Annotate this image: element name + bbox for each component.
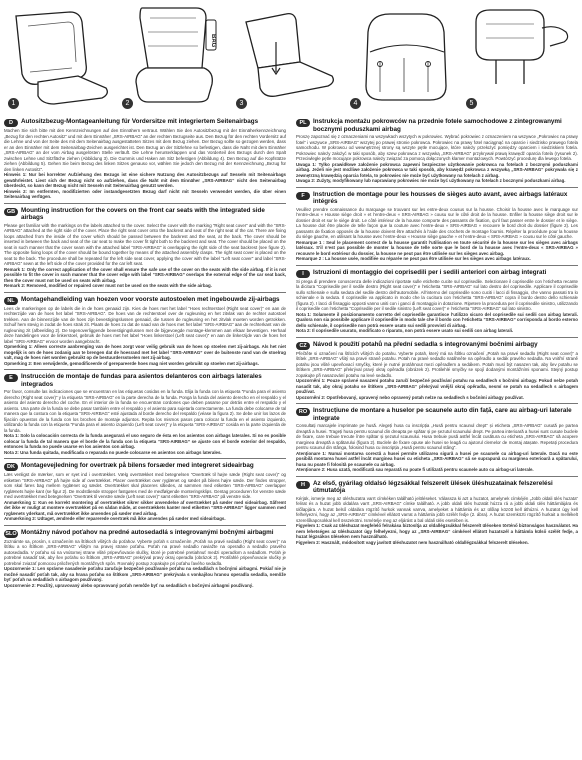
seat-airbag-illustration bbox=[122, 2, 230, 110]
language-badge: CZ bbox=[296, 342, 310, 350]
divider bbox=[296, 476, 578, 477]
section-body: Kérjük, ismerje meg az üléshuzatra varrt címkéken található jelöléseket. Válassza ki azt a huzatot, amelynek címkéjén „Jobb oldali ülés huzata“ felirat és a huzat jobb oldalára varrt „SRS-AIRBAG“ címke található. A jobb oldali ülés huzatát húzza rá a jobb oldali ülés háttámlájára és ülőlapjára. A huzat belső oldalára rögzítő hurkok vannak varrva, amelyeket a háttámla és az ülőlap között kell áthúzni. A huzatot úgy kell felhelyezni, hogy az „SRS-AIRBAG“ címkével ellátott varrat a háttámla jobb szélét fedje (2. ábra). A huzat szemközti rögzítő hurkait a mellékelt szerelőkapcsokkal kell összekötni. Ismételje meg az eljárást a bal oldali ülés esetében is. bbox=[296, 495, 578, 523]
section-de bbox=[4, 118, 286, 200]
section-pl bbox=[296, 118, 578, 184]
section-dk bbox=[4, 462, 286, 522]
figure-4 bbox=[350, 2, 458, 110]
section-gb bbox=[4, 207, 286, 289]
note-1: Nota 1: Solo la colocación correcta de la funda asegurará el uso seguro de ésta en los asientos con airbags laterales. Si no es posible colocar la funda de tal manera que el borde de la funda con la etiqueta “SRS-AIRBAG” se ajuste con el borde exterior del respaldo, entonces la funda no puede usarse en los asientos con airbag. bbox=[4, 433, 286, 449]
figure-number: 1 bbox=[8, 98, 19, 109]
note-1: Opmerking 1: Alleen correcte aanbrenging van de hoes zorgt voor veilig gebruik van de hoes op stoelen met zij-airbags. Als het niet mogelijk is om de hoes zodanig aan te brengen dat de hoesrand met het label “SRS-AIRBAG” over de buitenste rand van de stoelrug valt, mag de hoes niet worden gebruikt op de bestuurdersstoelen met zij-airbag. bbox=[4, 344, 286, 360]
section-title: Az első, gyárilag oldalsó légzsákkal felszerelt ülések üléshuzatainak felszerelési útmutatója bbox=[313, 479, 553, 494]
right-column bbox=[296, 118, 578, 548]
seat-cover-illustration bbox=[8, 2, 116, 110]
note-2: Hinweis 2: Im entfernten, modifizierten oder instandgesetzten Bezug darf nicht mit Sesseln verwendet werden, die über einen Seitenairbag verfügen. bbox=[4, 188, 286, 199]
note-2: Figyelem 2: Használt, módosított vagy javított üléshuzatot nem használható oldallégzsákkal felszerelt üléseken. bbox=[296, 539, 529, 545]
section-title: Instrucțiune de montare a huselor pe scaunele auto din față, care au airbag-uri laterale integrate bbox=[313, 407, 572, 422]
airbag-label: BAG bbox=[210, 34, 216, 48]
note-1: Upozornenie 1: Len správne nasadenie poťahu zaručuje bezpečné používanie poťahu na sedadlách s bočnými airbagmi. Pokiaľ nie je možné nasadiť poťah tak, aby sa hrana poťahu so štítkom „SRS-AIRBAG“ prekrývala s vonkajšou hranou operadla sedadla, nemôže byť poťah na sedadlách s airbagom používaný. bbox=[4, 566, 286, 582]
note-1: Atenționare 1: Numai montarea corectă a husei permite utilizarea sigură a husei pe scaunele cu airbag-uri laterale. Dacă nu este posibilă montarea husei astfel încât marginea husei cu eticheta „SRS-AIRBAG“ să se suprapună cu marginea exterioară a spătarului, husa nu poate fi folosită pe scaunele cu airbag. bbox=[296, 450, 578, 467]
language-badge: D bbox=[4, 119, 18, 127]
section-ro bbox=[296, 407, 578, 473]
note-2: Remarque 2 : La housse usée, modifiée ou réparée ne peut pas être utilisée sur les sièges avec airbags latéraux. bbox=[296, 256, 531, 261]
section-body: Please get familiar with the markings on the labels attached to the cover. Select the cover with the marking “Right seat cover” and with the “SRS-AIRBAG” attached at the right side of the cover. Place the right seat cover onto the backrest and seat of the right seat of the car. There are fixing loops attached from the inside of the cover which should be passed between the backrest and the seat, at the back. The cover should be inserted in between the back and seat of the car seat to make the cover fit tight both to the backrest and seat. The cover should be placed on the seat in such manner that the cover seam with the attached label “SRS-AIRBAG” is overlapping the right side of the seat backrest (see figure 2). The opposite fixing loops of the cover should be bound together by means of the attached assembly clasps. The right seat cover is placed on the seat to the back. The procedure shall be repeated for the left side seat cover, applying the cover with the label “Left seat cover” and label “SRS-AIRBAG” sewn at the left side of the cover provided for the car left seat. bbox=[4, 222, 286, 266]
seat-hooks-illustration bbox=[350, 2, 458, 110]
note-2: Nota 2: Una funda quitada, modificada o reparada no puede colocarse en asientos con airbags laterales. bbox=[4, 449, 222, 455]
section-title: Montážny návod poťahov na predné autosedadlá s integrovanými bočnými airbagmi bbox=[21, 528, 274, 536]
note-1: Anmærkning 1: Kun en korrekt montering af overtrækket sikrer sikker anvendelse af overtrækket på sæder med sideairbag. Såfremt det ikke er muligt at montere overtrækket på en sådan måde, at overtrækkets kanter med etiketten “SRS-AIRBAG” ligger sammen med ryglænets yderkant, må overtrækket ikke anvendes på sæder med airbag. bbox=[4, 499, 286, 516]
note-1: Remark 1: Only the correct application of the cover shall ensure the safe use of the cover on the seats with the side airbag. If it is not possible to fit the cover in such manner that the cover edge with label “SRS-AIRBAG” overlaps the external edge of the car seat back, then the cover must not be used on seats with airbag. bbox=[4, 266, 286, 283]
note-1: Uwaga 1: Tylko prawidłowe założenie pokrowca zapewni bezpieczne użytkowanie pokrowca na fotelach z bocznymi poduszkami airbag. Jeżeli nie jest możliwe założenie pokrowca w taki sposób, aby krawędź pokrowca z wszywką „SRS-AIRBAG“ pokrywała się z zewnętrzną krawędzią oparcia fotela, to pokrowiec nie może być użytkowany na fotelach z airbag. bbox=[296, 161, 578, 178]
divider bbox=[4, 369, 286, 370]
figure-number: 4 bbox=[350, 98, 361, 109]
section-title: Mounting instruction for the covers on the front car seats with the integrated side airbags bbox=[21, 206, 265, 221]
section-sk bbox=[4, 529, 286, 589]
section-es bbox=[4, 373, 286, 455]
section-title: Istruzioni di montaggio dei coprisedili per i sedili anteriori con airbag integrati bbox=[313, 268, 547, 276]
note-2: Uwaga 2: Zużyty, modyfikowany lub naprawiany pokrowiec nie może być użytkowany na fotelach z bocznymi poduszkami airbag. bbox=[296, 178, 566, 183]
divider bbox=[4, 525, 286, 526]
divider bbox=[296, 337, 578, 338]
language-badge: GB bbox=[4, 208, 18, 216]
section-cz bbox=[296, 341, 578, 401]
section-body: Lees de markeringen op de labels die in de hoes genaaid zijn. Kies de hoes met het label “Hoes rechterstoel (Right seat cover)” en aan de rechterzijde van de hoes het label “SRS-AIRBAG”. De hoes van de rechterstoel over de rugleuning en het zitvlak van de rechter autostoel trekken. Aan de binnenzijde van de hoes zijn bevestigingslussen genaaid, die tussen de rugleuning en het zitvlak moeten worden getrokken. Schuif hem stevig in zodat de hoes strak zit. Plaats de hoes zo dat de naad van de hoes met het label “SRS-AIRBAG” aan de rechterkant van de rugleuning zit (afbeelding 2). De tegenoverliggende bevestigingslussen met de bijgevoegde montage-klemmen aan elkaar bevestigen. Herhaal deze handelingen voor de linkerstoel, gebruik de hoes met het label “Hoes linkerstoel (Left seat cover)” en aan de linkerzijde van de hoes het label “SRS-AIRBAG” ervoor worden aangebracht. bbox=[4, 305, 286, 344]
figure-5 bbox=[466, 2, 574, 110]
section-body: Přečtěte si označení na štítcích všitých do potahu. Vyberte potah, který má na štítku označení „Potah na pravé sedadlo (Right seat cover)“ a štítek „SRS-AIRBAG“ všitý na pravé straně potahu. Potah na pravé sedadlo natáhněte na opěradlo a sedák pravého sedadla. Na vnitřní straně potahu jsou všité upevňovací smyčky, které je nutné protáhnout mezi opěradlem a sedákem. Potah musí být nasazen tak, aby šev potahu se štítkem „SRS-AIRBAG“ překrýval pravý okraj opěradla (obrázek 2). Protilehlé smyčky se spojí dodanými montážními sponami. Stejný postup zopakujte při nasazování potahu na levé sedadlo. bbox=[296, 350, 578, 378]
note-1: Figyelem 1: Csak az üléshuzat megfelelő felrakása biztosítja az oldallégzsákkal felszerelt üléseken történő biztonságos használatot. Ha nem lehetséges az üléshuzatot úgy felhelyezni, hogy az „SRS-AIRBAG“ címkével ellátott huzatszél a háttámla külső szélét fedje, a huzat légzsákos üléseken nem használható. bbox=[296, 523, 578, 539]
divider bbox=[296, 403, 578, 404]
note-2: Opmerking 2: Een verwijderde, gemodificeerde of gerepareerde hoes mag niet worden gebruikt op stoelen met zij-airbags. bbox=[4, 360, 259, 366]
note-2: Atenționare 2: Husa uzată, modificată sau reparată nu poate fi utilizată pentru scaunele auto cu airbag-uri laterale. bbox=[296, 467, 534, 472]
section-title: Autositzbezug-Montageanleitung für Vordersitze mit integriertem Seitenairbags bbox=[21, 118, 259, 125]
section-body: Læs venligst de mærker, som er syet ind i overtrækket. Vælg overtrækket med betegnelsen “Overtræk til højre sæde (Right seat cover)” og etiketten “SRS-AIRBAG” på højre side af overtrækket. Placer overtrækket over ryglænet og sædet på bilens højre sæde. Der findes stropper, som skal føres bag mellem ryglænet og sædet. Overtrækket skal placeres således, at sømmen med etiketten “SRS-AIRBAG” overlapper ryglænets højre kant (se figur 2). De modstående stropper fastgøres med de medfølgende monteringsklips. Gentag proceduren for venstre sæde med overtrækket med betegnelsen “Overtræk til venstre sæde (Left seat cover)” samt etiketten “SRS-AIRBAG” på venstre side. bbox=[4, 472, 286, 499]
note-2: Upozornění 2: Opotřebovaný, upravený nebo opravený potah nelze na sedadlech s bočními airbagy používat. bbox=[296, 394, 524, 400]
section-title: Instruction de montage pour les housses de sièges auto avant, avec airbags latéraux intégrés bbox=[313, 190, 568, 205]
note-2: Anmærkning 2: Udtaget, ændrede eller reparerede overtræk må ikke anvendes på sæder med sideairbags. bbox=[4, 516, 226, 521]
section-fr bbox=[296, 191, 578, 262]
figure-3 bbox=[236, 2, 344, 110]
section-body: Proszę zapoznać się z oznaczeniami na wszywkach wszytych w pokrowiec. Wybrać pokrowiec z oznaczeniem na wszywce „Pokrowiec na prawy fotel“ i wszywce „SRS-AIRBAG“ wszytej po prawej stronie pokrowca. Pokrowiec na prawy fotel naciągnąć na oparcie i siedzisko prawego fotela samochodu. W pokrowcu od wewnętrznej strony są wszyte pętle mocujące, które należy przełożyć pomiędzy oparciem i siedziskiem fotela. Pokrowiec należy założyć w taki sposób, aby szew pokrowca z wszywką „SRS-AIRBAG“ przykrywał prawą krawędź oparcia fotela (rysunek 2). Przeciwległe pętle mocujące pokrowca należy związać za pomocą dołączonych klamer montażowych. Powtórzyć procedurę dla lewego fotela. bbox=[296, 134, 578, 161]
divider bbox=[296, 265, 578, 266]
section-it bbox=[296, 269, 578, 334]
divider bbox=[4, 292, 286, 293]
section-body: Si prega di prendere conoscenza delle indicazioni riportate sulle etichette cucite sul coprisedile. Selezionare il coprisedile con l’etichetta recante la dicitura “Coprisedile per il sedile destro (Right seat cover)” e l’etichetta “SRS-AIRBAG” sul lato destro del coprisedile. Applicare il coprisedile sullo schienale e sulla seduta del sedile destro dell’automobile. All’interno del coprisedile sono cuciti i lacci di fissaggio, che vanno passati tra lo schienale e la seduta. Il coprisedile va applicato in modo che la cucitura con l’etichetta “SRS-AIRBAG” copra il bordo destro dello schienale (figura 2). I lacci di fissaggio opposti vanno uniti con i ganci di montaggio in dotazione. Ripetere la procedura per il coprisedile sinistro, utilizzando il coprisedile con l’etichetta “Coprisedile per il sedile sinistro (Left seat cover)” e l’etichetta “SRS-AIRBAG” sul lato sinistro. bbox=[296, 278, 578, 311]
language-badge: RO bbox=[296, 408, 310, 416]
illustration-strip bbox=[8, 2, 574, 112]
language-badge: NL bbox=[4, 297, 18, 305]
note-2: Remark 2: Removed, modified or repaired cover must not be used on the seats with the side airbag. bbox=[4, 283, 212, 288]
language-badge: I bbox=[296, 270, 310, 278]
section-body: Consultați marcajele imprimate pe husă. Alegeți husa cu inscripția „Husă pentru scaunul drept“ și eticheta „SRS-AIRBAG“ cusută pe partea dreaptă a husei. Trageți husa pentru scaunul din dreapta pe spătar și pe șezutul scaunului drept. Pe partea interioară a husei sunt cusute buclele de fixare, care trebuie trecute între spătar și șezutul scaunului. Husa trebuie pusă astfel încât cusătura cu eticheta „SRS-AIRBAG“ să acopere marginea dreaptă a spătarului (figura 2). Buclele de fixare opuse ale husei se leagă cu ajutorul clemelor de montaj atașate. Repetați procedura pentru scaunul din stânga, folosind husa cu inscripția „Husă pentru scaunul stâng“. bbox=[296, 423, 578, 450]
divider bbox=[296, 187, 578, 188]
language-badge: SLO bbox=[5, 530, 17, 537]
section-title: Instrucción de montaje de fundas para asientos delanteros con airbags laterales integrados bbox=[21, 373, 262, 388]
note-1: Upozornění 1: Pouze správné nasazení potahu zaručí bezpečné používání potahu na sedadlech s bočními airbagy. Pokud nelze potah nasadit tak, aby okraj potahu se štítkem „SRS-AIRBAG“ překrýval vnější okraj opěradla, nesmí se potah na sedadlech s airbagem používat. bbox=[296, 378, 578, 394]
section-title: Montagevejledning for overtræk på bilens forsæder med integreret sideairbag bbox=[21, 462, 254, 469]
section-nl bbox=[4, 296, 286, 367]
language-badge: E bbox=[4, 374, 18, 382]
language-badge: DK bbox=[4, 463, 18, 471]
note-2: Nota 2: Il coprisedile usurato, modificato o riparato, non potrà essere usato sui sedili con airbag laterali. bbox=[296, 328, 514, 333]
language-badge: PL bbox=[296, 119, 310, 127]
section-hu bbox=[296, 480, 578, 546]
figure-1 bbox=[8, 2, 116, 110]
section-body: Zoznámte sa, prosím, s označením na štítkoch všitých do poťahov. Vyberte poťah s označením „Poťah na pravé sedadlo (Right seat cover)“ na štítku a so štítkom „SRS-AIRBAG“ všitým na pravej strane poťahu. Poťah na pravé sedadlo naviažte na operadlo a sedadlo pravého autosedadla. V poťahu sú na vnútornej strane všité pripevňovacie slučky, ktoré je potrebné pretiahnuť medzi operadlom a sedadlom. Poťah je potrebné nasadiť tak, aby šev poťahu so štítkom „SRS-AIRBAG“ prekrýval pravý okraj operadla (obrázok 2). Protiľahlé pripevňovacie slučky je potrebné zviazať pomocou priložených montážnych spôn. Rovnaký postup zopakujte pri poťahu ľavého sedadla. bbox=[4, 538, 286, 566]
section-body: Por favor, consulte las indicaciones que se encuentran en las etiquetas cosidas en la funda. Elija la funda con la etiqueta “Funda para el asiento derecho (Right seat cover)” y la etiqueta “SRS-AIRBAG” en la parte derecha de la funda. Ponga la funda del asiento derecho en el respaldo y el asiento del asiento derecho del coche. En el interior de la funda se encuentran cordones que deben pasarse por detrás entre el respaldo y el asiento. Una parte de la funda se debe pasar también entre el respaldo y el asiento para sujetarla correctamente. La funda debe colocarse de tal manera que la costura con la etiqueta “SRS-AIRBAG” esté ajustada al borde derecho del respaldo (véase la figura 2). Se debe unir los lazos de fijación opuestos de la funda con los broches de montaje adjuntos. Repita los mismos pasos para colocar la funda en el asiento izquierdo, utilizando la funda con la etiqueta “Funda para el asiento izquierdo (Left seat cover)” y la etiqueta “SRS-AIRBAG” cosida en la parte izquierda de la funda. bbox=[4, 389, 286, 433]
language-badge: F bbox=[296, 192, 310, 200]
figure-2 bbox=[122, 2, 230, 110]
figure-number: 2 bbox=[122, 98, 133, 109]
note-1: Nota 1: Solamente il posizionamento corretto del coprisedile garantisce l’utilizzo sicuro del coprisedile sui sedili con airbag laterali. Qualora non sia possibile applicare il coprisedile in modo tale che il bordo con l’etichetta “SRS-AIRBAG” corrisponda al bordo esterno dello schienale, il coprisedile non potrà essere usato sui sedili provvisti di airbag. bbox=[296, 311, 578, 328]
section-title: Návod k použití potahů na přední sedadla s integrovanými bočními airbagy bbox=[313, 340, 538, 348]
language-badge: H bbox=[296, 481, 310, 489]
divider bbox=[4, 458, 286, 459]
note-2: Upozornenie 2: Použitý, upravovaný alebo opravovaný poťah nemôže byť na sedadlách s bočnými airbagmi používaný. bbox=[4, 582, 254, 588]
section-body: Machen Sie sich bitte mit den Kennzeichnungen auf den Einnähern vertraut. Wählen Sie den Autositzbezug mit der Einnäherkennzeichnung „Bezug für den rechten Autositz“ und mit dem Einnäher „SRS-AIRBAG“ an der rechten Bezugseite aus. Den Bezug für den rechten Vordersitz auf die Lehne und von der Seite des mit dem Seitenairbag ausgestatteten Sitzes mit dem Bezug ziehen. Der Bezug sollte so gezogen werden, dass er an den Einnäher mit dem Seitenairbag-Zeichen ausgerichtet ist. Den Bezug an der Sitzlehne so befestigen, dass die Naht mit dem Einnäher „SRS-AIRBAG“ an der vom Airbag ausgelösten Stelle verläuft. Die Lehne herunterklappen und das Vorderteil des Bezugs durch den Spalt zwischen Lehne und Sitzfläche ziehen (Abbildung 3). Die Gummis und Haken am Sitz befestigen (Abbildung 4). Den Bezug auf die Kopfstütze ziehen (Abbildung 5). Gehen Sie beim Bezug des linken Sitzes genauso vor, wählen Sie jedoch den Bezug mit der Kennzeichnung „Bezug für den linken Autositz“. bbox=[4, 128, 286, 172]
headrest-illustration bbox=[466, 2, 574, 110]
section-body: Veuillez prendre connaissance du marquage se trouvant sur les entre-deux cousus sur la housse. Choisir la housse avec le marquage sur l’entre-deux « Housse siège droit » et l’entre-deux « SRS-AIRBAG » cousu sur le côté droit de la housse. Enfiler la housse siège droit sur le dossier droit et sur le siège droit. Le côté intérieur de la housse comporte des passants de fixation, qu’il faut passer entre le dossier et le siège. La housse doit être placée de telle façon que la couture avec l’entre-deux « SRS-AIRBAG » recouvre le bord droit du dossier (figure 2). Les passants de fixation opposés de la housse doivent être attachés à l’aide des crochets de montage fournis. Répéter la procédure pour la housse du siège gauche, en utilisant la housse avec l’entre-deux « Housse siège gauche » et l’entre-deux « SRS-AIRBAG » cousu sur le côté gauche. bbox=[296, 206, 578, 239]
note-1: Remarque 1 : Seul le placement correct de la housse garantit l’utilisation en toute sécurité de la housse sur les sièges avec airbags latéraux. S’il n’est pas possible de monter la housse de telle sorte que le bord de la housse avec l’entre-deux « SRS-AIRBAG » recouvre le bord extérieur du dossier, la housse ne peut pas être utilisée sur les sièges avec airbag. bbox=[296, 239, 578, 256]
seat-fitting-illustration bbox=[236, 2, 344, 110]
section-title: Instrukcja montażu pokrowców na przednie fotele samochodowe z zintegrowanymi bocznymi poduszkami airbag bbox=[313, 118, 562, 133]
left-column bbox=[4, 118, 286, 591]
divider bbox=[4, 203, 286, 204]
section-title: Montagehandleiding van hoezen voor voorste autostoelen met ingebouwde zij-airbags bbox=[21, 295, 280, 303]
figure-number: 3 bbox=[236, 98, 247, 109]
note-1: Hinweis 1: Nur bei korrekter Aufziehung des Bezugs ist eine sichere Nutzung des Autositzbezugs auf Sesseln mit Seitenairbags gewährleistet. Liest sich der Bezug nicht so aufziehen, dass die Naht mit dem Einnäher „SRS-AIRBAG“ nicht den Seitenairbag überdeckt, so kann der Bezug nicht mit Sesseln mit Seitenairbag genutzt werden. bbox=[4, 172, 286, 188]
figure-number: 5 bbox=[466, 98, 477, 109]
